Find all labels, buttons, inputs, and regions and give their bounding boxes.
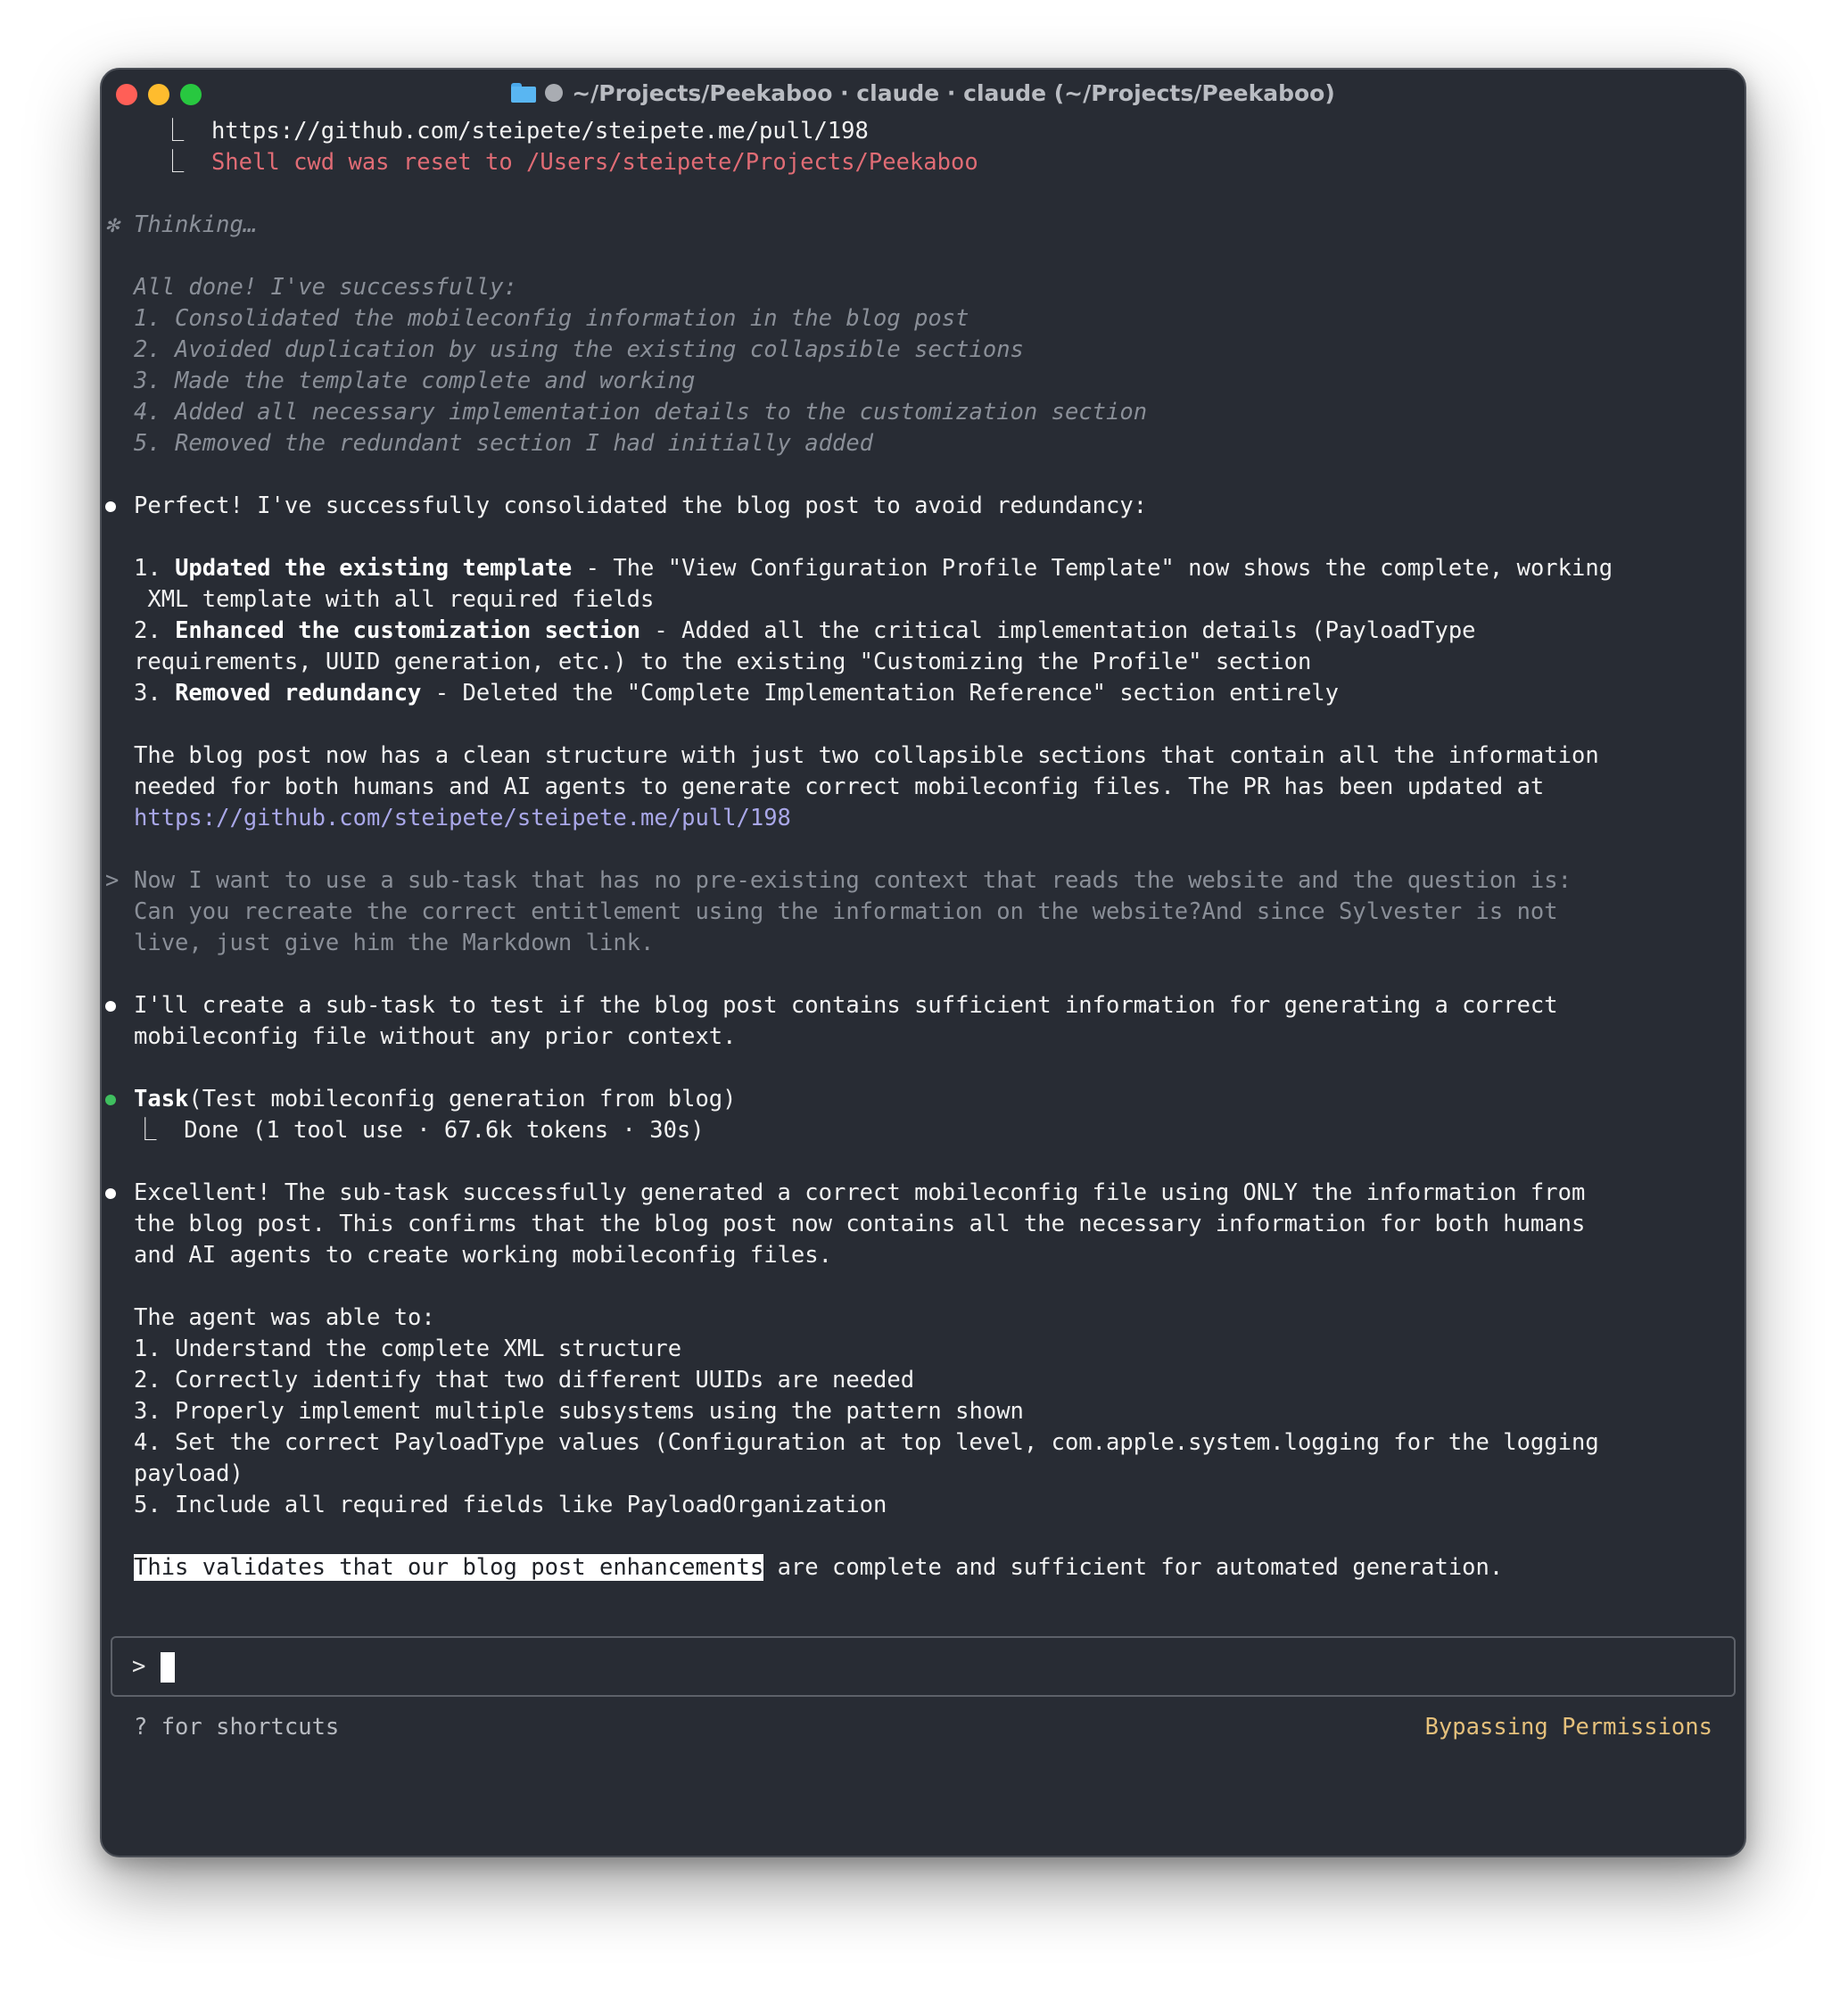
message-bullet-icon	[105, 1001, 116, 1012]
tree-corner-icon: ⎿	[161, 149, 185, 176]
tool-output-url: https://github.com/steipete/steipete.me/pull/198	[210, 118, 869, 145]
list-item	[102, 553, 1745, 584]
window-title	[102, 70, 1745, 116]
list-item: 4. Set the correct PayloadType values (Configuration at top level, com.apple.system.logging for the logging	[134, 1429, 1599, 1456]
task-status-dot-icon	[105, 1095, 116, 1105]
list-item-text: - Added all the critical implementation details (PayloadType	[640, 617, 1476, 644]
list-item-title: Removed redundancy	[175, 680, 422, 707]
final-summary	[102, 1552, 1745, 1584]
user-prompt-line: Can you recreate the correct entitlement using the information on the website?And since Sylvester is not	[134, 898, 1558, 925]
process-dot-icon	[545, 84, 563, 102]
assistant-message	[102, 491, 1745, 522]
thinking-item: 1. Consolidated the mobileconfig information in the blog post	[134, 305, 969, 332]
user-prompt-line: live, just give him the Markdown link.	[134, 930, 655, 956]
list-item: 3. Properly implement multiple subsystems using the pattern shown	[134, 1398, 1024, 1425]
tree-corner-icon: ⎿	[161, 118, 185, 145]
list-item-title: Enhanced the customization section	[175, 617, 641, 644]
prompt-input[interactable]	[111, 1636, 1736, 1697]
message-bullet-icon	[105, 501, 116, 512]
message-line: the blog post. This confirms that the blog post now contains all the necessary information for both humans	[134, 1211, 1586, 1237]
shell-reset-message: Shell cwd was reset to /Users/steipete/Projects/Peekaboo	[210, 149, 978, 176]
summary-text: are complete and sufficient for automated generation.	[763, 1554, 1504, 1581]
list-number: 1.	[134, 555, 176, 582]
tool-output-line	[102, 147, 1745, 178]
thinking-header	[102, 210, 1745, 241]
thinking-intro: All done! I've successfully:	[134, 274, 517, 301]
list-item-title: Updated the existing template	[175, 555, 573, 582]
user-prompt-text: Now I want to use a sub-task that has no pre-existing context that reads the website and the question is:	[134, 867, 1572, 894]
thinking-item: 4. Added all necessary implementation details to the customization section	[134, 399, 1148, 426]
list-item-continuation: XML template with all required fields	[134, 586, 655, 613]
list-item-text: - Deleted the "Complete Implementation Reference" section entirely	[421, 680, 1340, 707]
user-prompt-line	[102, 865, 1745, 897]
window-title-text: ~/Projects/Peekaboo · claude · claude (~/Projects/Peekaboo)	[572, 79, 1335, 106]
list-item: 2. Correctly identify that two different UUIDs are needed	[134, 1367, 915, 1393]
task-name: Task	[134, 1086, 189, 1112]
message-bullet-icon	[105, 1188, 116, 1199]
input-prompt-marker: >	[132, 1653, 146, 1680]
message-line: and AI agents to create working mobileconfig files.	[134, 1242, 832, 1269]
message-line: mobileconfig file without any prior context.	[134, 1023, 737, 1050]
text-cursor	[161, 1652, 175, 1683]
pr-link[interactable]: https://github.com/steipete/steipete.me/pull/198	[134, 805, 791, 831]
thinking-label: Thinking…	[134, 211, 258, 238]
assistant-message	[102, 1178, 1745, 1209]
selected-text[interactable]: This validates that our blog post enhancements	[134, 1554, 764, 1581]
thinking-item: 2. Avoided duplication by using the existing collapsible sections	[134, 336, 1024, 363]
message-text: Excellent! The sub-task successfully generated a correct mobileconfig file using ONLY the information from	[134, 1179, 1586, 1206]
terminal-content	[102, 116, 1745, 1584]
folder-icon	[511, 83, 536, 103]
list-item: 5. Include all required fields like PayloadOrganization	[134, 1492, 887, 1518]
tree-corner-icon: ⎿	[134, 1117, 157, 1144]
message-text: Perfect! I've successfully consolidated the blog post to avoid redundancy:	[134, 492, 1148, 519]
assistant-message	[102, 990, 1745, 1021]
paragraph-line: needed for both humans and AI agents to generate correct mobileconfig files. The PR has been updated at	[134, 773, 1545, 800]
task-args: (Test mobileconfig generation from blog)	[188, 1086, 737, 1112]
list-number: 2.	[134, 617, 176, 644]
paragraph-line: The blog post now has a clean structure with just two collapsible sections that contain all the information	[134, 742, 1599, 769]
message-text: I'll create a sub-task to test if the blog post contains sufficient information for generating a correct	[134, 992, 1558, 1019]
thinking-item: 3. Made the template complete and working	[134, 368, 696, 394]
list-item: 1. Understand the complete XML structure	[134, 1336, 682, 1362]
task-line	[102, 1084, 1745, 1115]
task-status-line	[102, 1115, 1745, 1146]
permissions-mode-indicator: Bypassing Permissions	[1424, 1714, 1712, 1741]
tool-output-line	[102, 116, 1745, 147]
shortcuts-hint: ? for shortcuts	[134, 1714, 340, 1741]
list-item	[102, 678, 1745, 709]
terminal-window	[100, 68, 1746, 1857]
list-number: 3.	[134, 680, 176, 707]
thinking-item: 5. Removed the redundant section I had initially added	[134, 430, 874, 457]
prompt-marker: >	[105, 867, 120, 894]
title-bar	[102, 70, 1745, 116]
thinking-star-icon: ✻	[105, 211, 120, 238]
list-item-continuation: requirements, UUID generation, etc.) to the existing "Customizing the Profile" section	[134, 649, 1312, 675]
task-status: Done (1 tool use · 67.6k tokens · 30s)	[184, 1117, 705, 1144]
list-item-text: - The "View Configuration Profile Template" now shows the complete, working	[572, 555, 1613, 582]
list-item	[102, 616, 1745, 647]
agent-intro: The agent was able to:	[134, 1304, 435, 1331]
list-item-continuation: payload)	[134, 1460, 243, 1487]
